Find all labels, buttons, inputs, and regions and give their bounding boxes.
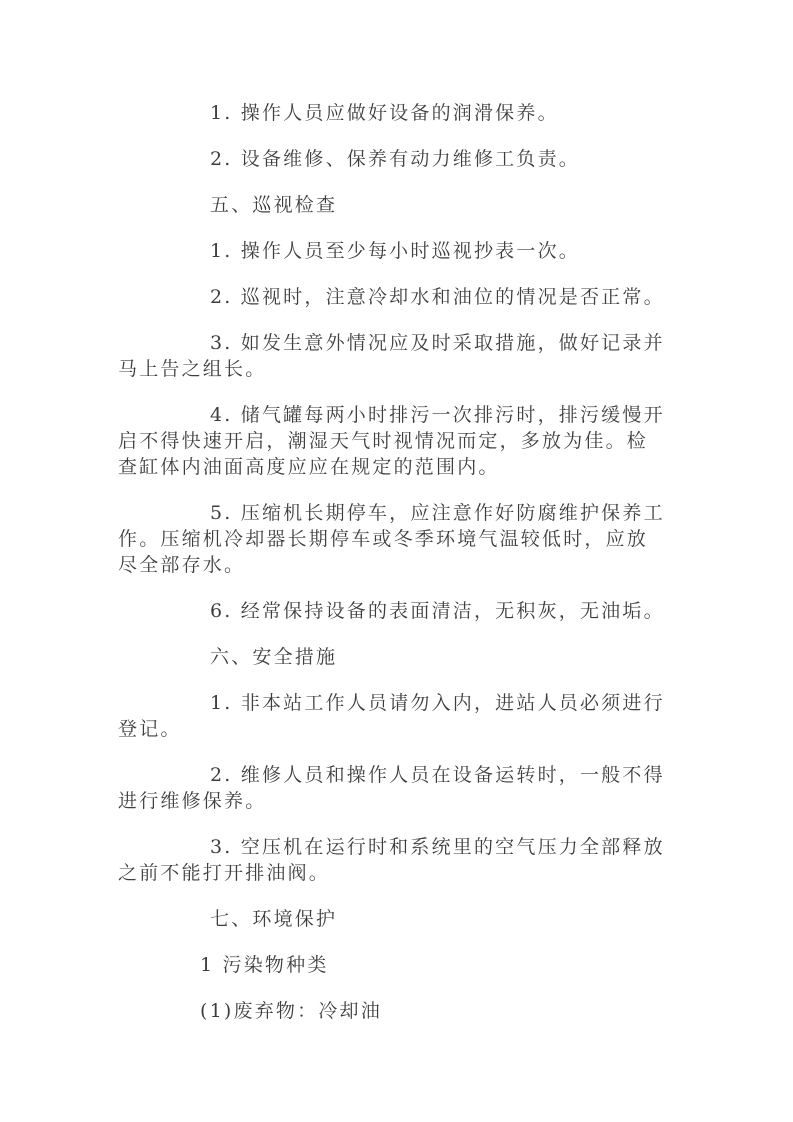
list-item-emergency-measures: 3. 如发生意外情况应及时采取措施，做好记录并马上告之组长。	[118, 332, 665, 380]
sub-heading-pollutant-types: 1 污染物种类	[200, 954, 329, 976]
list-item-long-stop-care: 5. 压缩机长期停车，应注意作好防腐维护保养工作。压缩机冷却器长期停车或冬季环境气温较低时，应放尽全部存水。	[118, 502, 665, 576]
list-item-check-water-oil: 2. 巡视时，注意冷却水和油位的情况是否正常。	[210, 286, 665, 308]
list-item-tank-drain: 4. 储气罐每两小时排污一次排污时，排污缓慢开启不得快速开启，潮湿天气时视情况而定，多放为佳。检查缸体内油面高度应应在规定的范围内。	[118, 404, 665, 478]
list-item-hourly-patrol: 1. 操作人员至少每小时巡视抄表一次。	[210, 240, 580, 262]
list-item-lubrication-care: 1. 操作人员应做好设备的润滑保养。	[210, 102, 559, 124]
list-item-maintenance-responsible: 2. 设备维修、保养有动力维修工负责。	[210, 148, 580, 170]
list-item-oil-valve-warning: 3. 空压机在运行时和系统里的空气压力全部释放之前不能打开排油阀。	[118, 836, 665, 884]
section-heading-environmental-protection: 七、环境保护	[210, 908, 338, 930]
sub-item-waste-cooling-oil: (1)废弃物：冷却油	[200, 1000, 382, 1022]
section-heading-patrol-inspection: 五、巡视检查	[210, 194, 338, 216]
document-body	[118, 100, 666, 1024]
list-item-surface-clean: 6. 经常保持设备的表面清洁，无积灰，无油垢。	[210, 600, 665, 622]
section-heading-safety-measures: 六、安全措施	[210, 646, 338, 668]
list-item-no-repair-running: 2. 维修人员和操作人员在设备运转时，一般不得进行维修保养。	[118, 764, 665, 812]
list-item-no-entry-register: 1. 非本站工作人员请勿入内，进站人员必须进行登记。	[118, 692, 665, 740]
